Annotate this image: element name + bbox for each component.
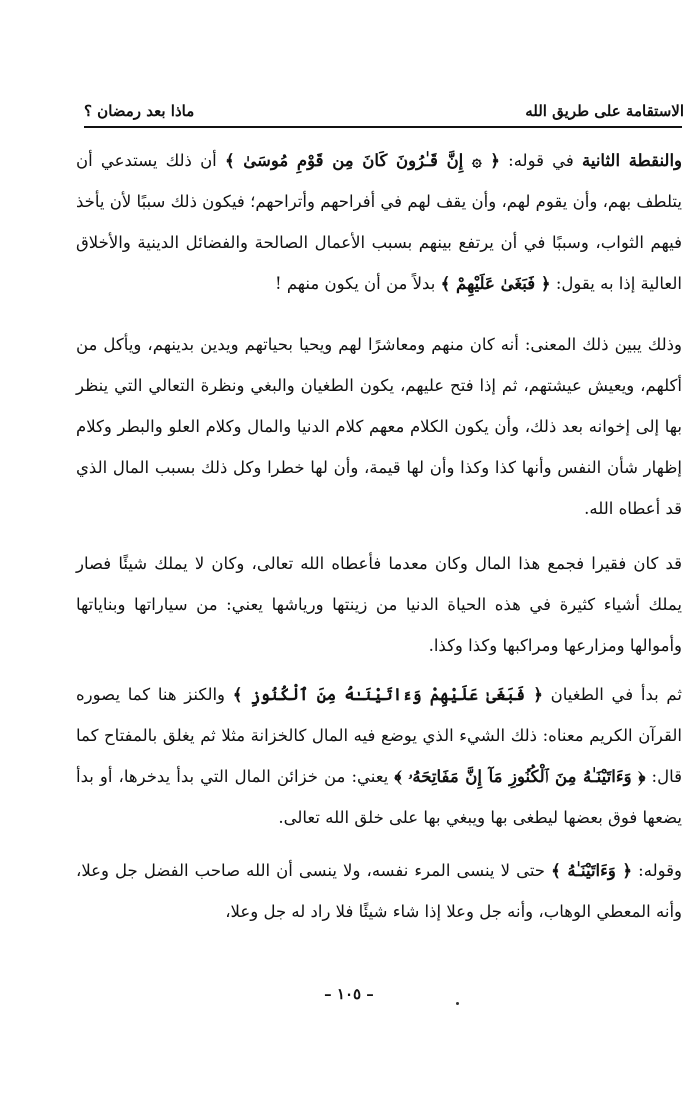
paragraph-4-text-c: يعني: من خزائن المال التي بدأ يدخرها، أو بدأ يضعها فوق بعضها ليطغى بها ويبغي بها على خلق الله تعالى.	[76, 767, 682, 827]
paragraph-2: وذلك يبين ذلك المعنى: أنه كان منهم ومعاشرًا لهم ويحيا بحياتهم ويدين بدينهم، ويأكل من أكلهم، ويعيش عيشتهم، ثم إذا فتح عليهم، يكون الطغيان والبغي ونظرة التعالي التي ينظر بها إلى إخوانه بعد ذلك، وأن يكون الكلام معهم كلام الدنيا والمال وكلام العلو والبطر وكلام إظهار شأن النفس وأنها كذا وكذا وأن لها قيمة، وأن لها خطرا وكل ذلك بسبب المال الذي قد أعطاه الله.	[76, 335, 682, 518]
running-header	[84, 90, 684, 120]
quran-verse-4: ﴿ وَءَاتَيْنَـٰهُ مِنَ ٱلْكُنُوزِ مَآ إِنَّ مَفَاتِحَهُۥ ﴾	[394, 767, 646, 786]
paragraph-4-text-a: ثم بدأ في الطغيان	[542, 685, 682, 704]
chapter-title: ماذا بعد رمضان ؟	[84, 102, 195, 120]
paragraph-4	[76, 674, 682, 838]
paragraph-5-text-b: حتى لا ينسى المرء نفسه، ولا ينسى أن الله صاحب الفضل جل وعلا، وأنه المعطي الوهاب، وأنه جل وعلا إذا شاء شيئًا فلا راد له جل وعلا،	[76, 861, 682, 921]
paragraph-1-text-a: في قوله:	[499, 151, 582, 170]
paragraph-5-text-a: وقوله:	[632, 861, 682, 880]
quran-verse-1: ﴿ ۞ إِنَّ قَـٰرُونَ كَانَ مِن قَوْمِ مُوسَىٰ ﴾	[224, 151, 500, 170]
quran-verse-5: ﴿ وَءَاتَيْنَـٰهُ ﴾	[551, 861, 633, 880]
book-title: الاستقامة على طريق الله	[525, 102, 684, 120]
ink-dot	[456, 1002, 459, 1005]
paragraph-3: قد كان فقيرا فجمع هذا المال وكان معدما فأعطاه الله تعالى، وكان لا يملك شيئًا فصار يملك أشياء كثيرة في هذه الحياة الدنيا من زينتها ورياشها يعني: من سياراتها وبناياتها وأموالها ومزارعها ومراكبها وكذا وكذا.	[76, 554, 682, 655]
page-number: – ١٠٥ –	[324, 985, 374, 1003]
lead-phrase: والنقطة الثانية	[582, 151, 682, 170]
header-divider	[84, 126, 682, 128]
paragraph-4-text-b: والكنز هنا كما يصوره القرآن الكريم معناه: ذلك الشيء الذي يوضع فيه المال كالخزانة مثلا ثم يغلق بالمفتاح كما قال:	[76, 685, 683, 786]
paragraph-1	[76, 140, 682, 304]
quran-verse-3: ﴿ فَبَغَىٰ عَلَيْهِمْ وَءَاتَيْنَـٰهُ مِنَ ٱلْكُنُوزِ ﴾	[232, 685, 543, 704]
body-text	[76, 140, 682, 942]
paragraph-1-text-c: بدلاً من أن يكون منهم !	[274, 274, 441, 293]
quran-verse-2: ﴿ فَبَغَىٰ عَلَيْهِمْ ﴾	[440, 274, 551, 293]
paragraph-5	[76, 850, 682, 932]
paragraph-1-text-b: أن ذلك يستدعي أن يتلطف بهم، وأن يقوم لهم، وأن يقف لهم في أفراحهم وأتراحهم؛ فيكون ذلك سببًا لأن يأخذ فيهم الثواب، وسببًا في أن يرتفع بينهم بسبب الأعمال الصالحة والفضائل الدينية والأخلاق العالية إذا به يقول:	[76, 151, 682, 293]
